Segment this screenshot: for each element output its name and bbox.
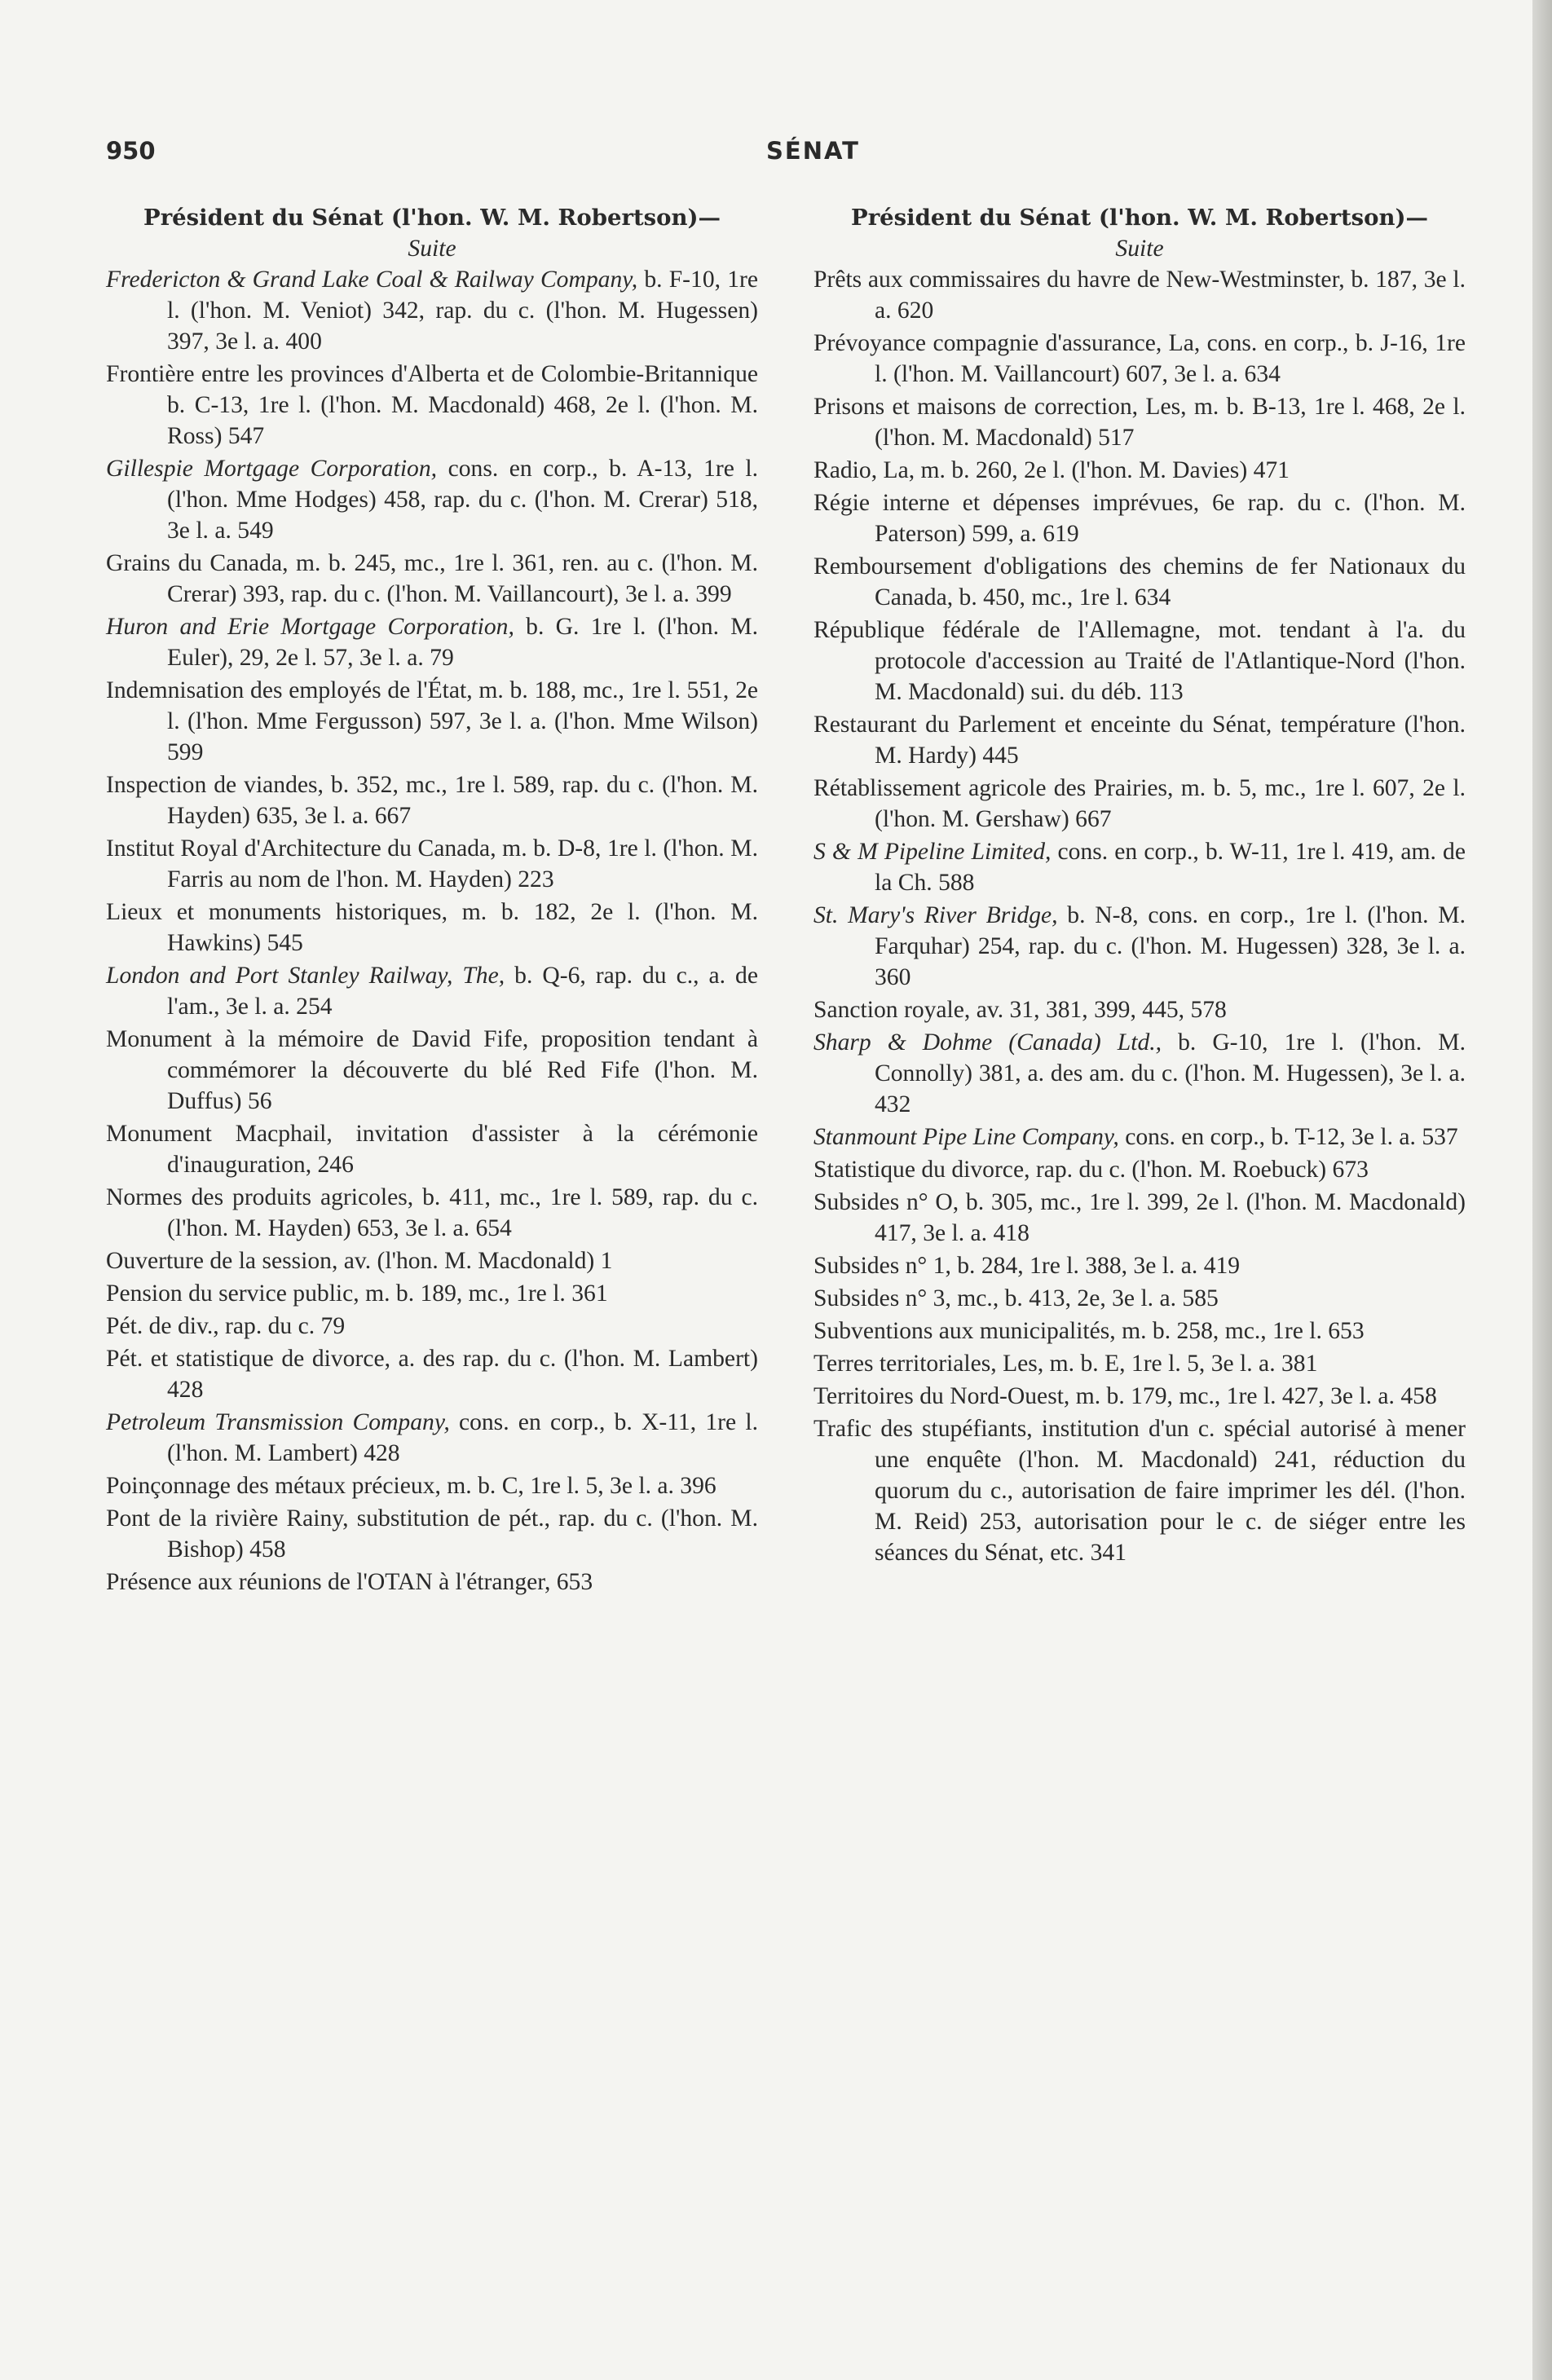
entry-text: Présence aux réunions de l'OTAN à l'étranger, 653 — [106, 1569, 593, 1595]
entry-text: Pont de la rivière Rainy, substitution de pét., rap. du c. (l'hon. M. Bishop) 458 — [106, 1505, 758, 1562]
page-number: 950 — [106, 137, 156, 165]
entry-text: Pét. de div., rap. du c. 79 — [106, 1313, 346, 1339]
index-entry — [106, 359, 758, 452]
index-entry — [813, 1122, 1466, 1153]
index-entry — [813, 994, 1466, 1025]
entry-text: b. F-10, 1re l. (l'hon. M. Veniot) 342, rap. du c. (l'hon. M. Hugessen) 397, 3e l. a. 400 — [167, 267, 758, 355]
entry-text: Institut Royal d'Architecture du Canada, m. b. D-8, 1re l. (l'hon. M. Farris au nom de l'hon. M. Hayden) 223 — [106, 835, 758, 892]
index-entry — [813, 1154, 1466, 1185]
index-entries — [813, 264, 1466, 1568]
entry-text: Pét. et statistique de divorce, a. des rap. du c. (l'hon. M. Lambert) 428 — [106, 1346, 758, 1403]
entry-text: b. Q-6, rap. du c., a. de l'am., 3e l. a. 254 — [167, 963, 758, 1020]
entry-text: Monument à la mémoire de David Fife, proposition tendant à commémorer la découverte du blé Red Fife (l'hon. M. Duffus) 56 — [106, 1026, 758, 1114]
entry-text: Frontière entre les provinces d'Alberta et de Colombie-Britannique b. C-13, 1re l. (l'hon. M. Macdonald) 468, 2e l. (l'hon. M. Ross) 547 — [106, 361, 758, 449]
index-entry — [813, 264, 1466, 326]
entry-text: Grains du Canada, m. b. 245, mc., 1re l. 361, ren. au c. (l'hon. M. Crerar) 393, rap. du c. (l'hon. M. Vaillancourt), 3e l. a. 399 — [106, 550, 758, 607]
entry-text: Subsides n° 1, b. 284, 1re l. 388, 3e l. a. 419 — [813, 1253, 1241, 1279]
entry-title: Stanmount Pipe Line Company, — [813, 1124, 1119, 1150]
entry-text: Remboursement d'obligations des chemins de fer Nationaux du Canada, b. 450, mc., 1re l. 634 — [813, 553, 1466, 610]
index-column-left — [106, 202, 758, 1599]
index-entry — [813, 773, 1466, 835]
entry-text: Statistique du divorce, rap. du c. (l'hon. M. Roebuck) 673 — [813, 1157, 1369, 1183]
entry-text: cons. en corp., b. X-11, 1re l. (l'hon. M. Lambert) 428 — [167, 1409, 758, 1466]
entry-text: Lieux et monuments historiques, m. b. 182, 2e l. (l'hon. M. Hawkins) 545 — [106, 899, 758, 956]
index-entry — [813, 1187, 1466, 1249]
running-head: SÉNAT — [766, 137, 860, 165]
entry-text: Poinçonnage des métaux précieux, m. b. C, 1re l. 5, 3e l. a. 396 — [106, 1473, 716, 1499]
entry-text: Monument Macphail, invitation d'assister à la cérémonie d'inauguration, 246 — [106, 1121, 758, 1178]
entry-text: Trafic des stupéfiants, institution d'un c. spécial autorisé à mener une enquête (l'hon. M. Macdonald) 241, réduction du quorum du c., autorisation de faire imprimer les dél. (l'hon. M. Reid) 253, autorisation pour le c. de siéger entre les séances du Sénat, etc. 341 — [813, 1416, 1466, 1566]
entry-text: Prêts aux commissaires du havre de New-Westminster, b. 187, 3e l. a. 620 — [813, 267, 1466, 324]
entry-title: London and Port Stanley Railway, The, — [106, 963, 505, 989]
index-entry — [813, 615, 1466, 707]
index-entry — [813, 1413, 1466, 1568]
index-entry — [813, 900, 1466, 993]
entry-text: Prévoyance compagnie d'assurance, La, cons. en corp., b. J-16, 1re l. (l'hon. M. Vaillancourt) 607, 3e l. a. 634 — [813, 330, 1466, 387]
index-entry — [813, 1027, 1466, 1120]
index-entry — [106, 548, 758, 610]
index-entry — [813, 455, 1466, 486]
entry-text: Indemnisation des employés de l'État, m. b. 188, mc., 1re l. 551, 2e l. (l'hon. Mme Fergusson) 597, 3e l. a. (l'hon. Mme Wilson) 599 — [106, 677, 758, 765]
entry-text: Normes des produits agricoles, b. 411, mc., 1re l. 589, rap. du c. (l'hon. M. Hayden) 653, 3e l. a. 654 — [106, 1184, 758, 1241]
index-entries — [106, 264, 758, 1598]
column-heading-text: Président du Sénat (l'hon. W. M. Robertson)— — [851, 205, 1428, 231]
entry-text: Pension du service public, m. b. 189, mc., 1re l. 361 — [106, 1280, 608, 1307]
entry-text: b. G. 1re l. (l'hon. M. Euler), 29, 2e l. 57, 3e l. a. 79 — [167, 614, 758, 671]
entry-text: Terres territoriales, Les, m. b. E, 1re l. 5, 3e l. a. 381 — [813, 1351, 1318, 1377]
entry-title: St. Mary's River Bridge, — [813, 902, 1058, 928]
entry-text: Inspection de viandes, b. 352, mc., 1re l. 589, rap. du c. (l'hon. M. Hayden) 635, 3e l. a. 667 — [106, 772, 758, 829]
index-entry — [106, 1311, 758, 1342]
index-entry — [106, 453, 758, 546]
column-heading — [106, 202, 758, 264]
index-entry — [106, 1024, 758, 1117]
index-entry — [813, 328, 1466, 390]
index-entry — [813, 1348, 1466, 1379]
entry-text: Radio, La, m. b. 260, 2e l. (l'hon. M. Davies) 471 — [813, 457, 1290, 483]
column-heading-text: Président du Sénat (l'hon. W. M. Robertson)— — [143, 205, 721, 231]
index-entry — [106, 264, 758, 357]
page-edge — [1532, 0, 1552, 2380]
entry-text: Subsides n° O, b. 305, mc., 1re l. 399, 2e l. (l'hon. M. Macdonald) 417, 3e l. a. 418 — [813, 1189, 1466, 1246]
index-entry — [813, 487, 1466, 549]
entry-text: Ouverture de la session, av. (l'hon. M. Macdonald) 1 — [106, 1248, 613, 1274]
index-entry — [106, 1470, 758, 1501]
entry-text: cons. en corp., b. W-11, 1re l. 419, am. de la Ch. 588 — [875, 839, 1466, 896]
entry-title: Fredericton & Grand Lake Coal & Railway Company, — [106, 267, 638, 293]
index-entry — [813, 1316, 1466, 1346]
index-entry — [813, 836, 1466, 898]
index-entry — [106, 1245, 758, 1276]
index-entry — [106, 675, 758, 768]
column-subheading: Suite — [1115, 236, 1164, 262]
page-header — [106, 137, 1524, 170]
index-entry — [106, 897, 758, 959]
entry-text: b. N-8, cons. en corp., 1re l. (l'hon. M. Farquhar) 254, rap. du c. (l'hon. M. Hugessen) 328, 3e l. a. 360 — [875, 902, 1466, 990]
column-subheading: Suite — [408, 236, 456, 262]
index-entry — [813, 551, 1466, 613]
entry-text: République fédérale de l'Allemagne, mot. tendant à l'a. du protocole d'accession au Traité de l'Atlantique-Nord (l'hon. M. Macdonald) sui. du déb. 113 — [813, 617, 1466, 705]
entry-text: Régie interne et dépenses imprévues, 6e rap. du c. (l'hon. M. Paterson) 599, a. 619 — [813, 490, 1466, 547]
index-entry — [106, 1182, 758, 1244]
index-entry — [106, 1278, 758, 1309]
entry-title: Petroleum Transmission Company, — [106, 1409, 450, 1435]
entry-text: Subsides n° 3, mc., b. 413, 2e, 3e l. a. 585 — [813, 1285, 1219, 1311]
index-entry — [106, 1503, 758, 1565]
entry-title: S & M Pipeline Limited, — [813, 839, 1052, 865]
entry-title: Huron and Erie Mortgage Corporation, — [106, 614, 514, 640]
entry-title: Gillespie Mortgage Corporation, — [106, 456, 438, 482]
index-entry — [813, 1250, 1466, 1281]
index-entry — [106, 1567, 758, 1598]
index-entry — [106, 611, 758, 673]
entry-title: Sharp & Dohme (Canada) Ltd., — [813, 1029, 1162, 1056]
entry-text: Restaurant du Parlement et enceinte du Sénat, température (l'hon. M. Hardy) 445 — [813, 712, 1466, 769]
entry-text: cons. en corp., b. T-12, 3e l. a. 537 — [1118, 1124, 1458, 1150]
column-heading — [813, 202, 1466, 264]
index-entry — [106, 769, 758, 831]
index-column-right — [813, 202, 1466, 1570]
index-entry — [813, 1283, 1466, 1314]
index-entry — [813, 709, 1466, 771]
index-entry — [106, 1343, 758, 1405]
index-entry — [813, 391, 1466, 453]
index-entry — [106, 960, 758, 1022]
entry-text: Prisons et maisons de correction, Les, m. b. B-13, 1re l. 468, 2e l. (l'hon. M. Macdonald) 517 — [813, 394, 1466, 451]
entry-text: Sanction royale, av. 31, 381, 399, 445, 578 — [813, 997, 1227, 1023]
index-entry — [813, 1381, 1466, 1412]
entry-text: Subventions aux municipalités, m. b. 258, mc., 1re l. 653 — [813, 1318, 1365, 1344]
entry-text: Territoires du Nord-Ouest, m. b. 179, mc., 1re l. 427, 3e l. a. 458 — [813, 1383, 1437, 1409]
entry-text: b. G-10, 1re l. (l'hon. M. Connolly) 381, a. des am. du c. (l'hon. M. Hugessen), 3e l. a. 432 — [875, 1029, 1466, 1117]
entry-text: cons. en corp., b. A-13, 1re l. (l'hon. Mme Hodges) 458, rap. du c. (l'hon. M. Crerar) 518, 3e l. a. 549 — [167, 456, 758, 544]
index-entry — [106, 1407, 758, 1469]
index-entry — [106, 1118, 758, 1180]
index-entry — [106, 833, 758, 895]
entry-text: Rétablissement agricole des Prairies, m. b. 5, mc., 1re l. 607, 2e l. (l'hon. M. Gershaw) 667 — [813, 775, 1466, 832]
